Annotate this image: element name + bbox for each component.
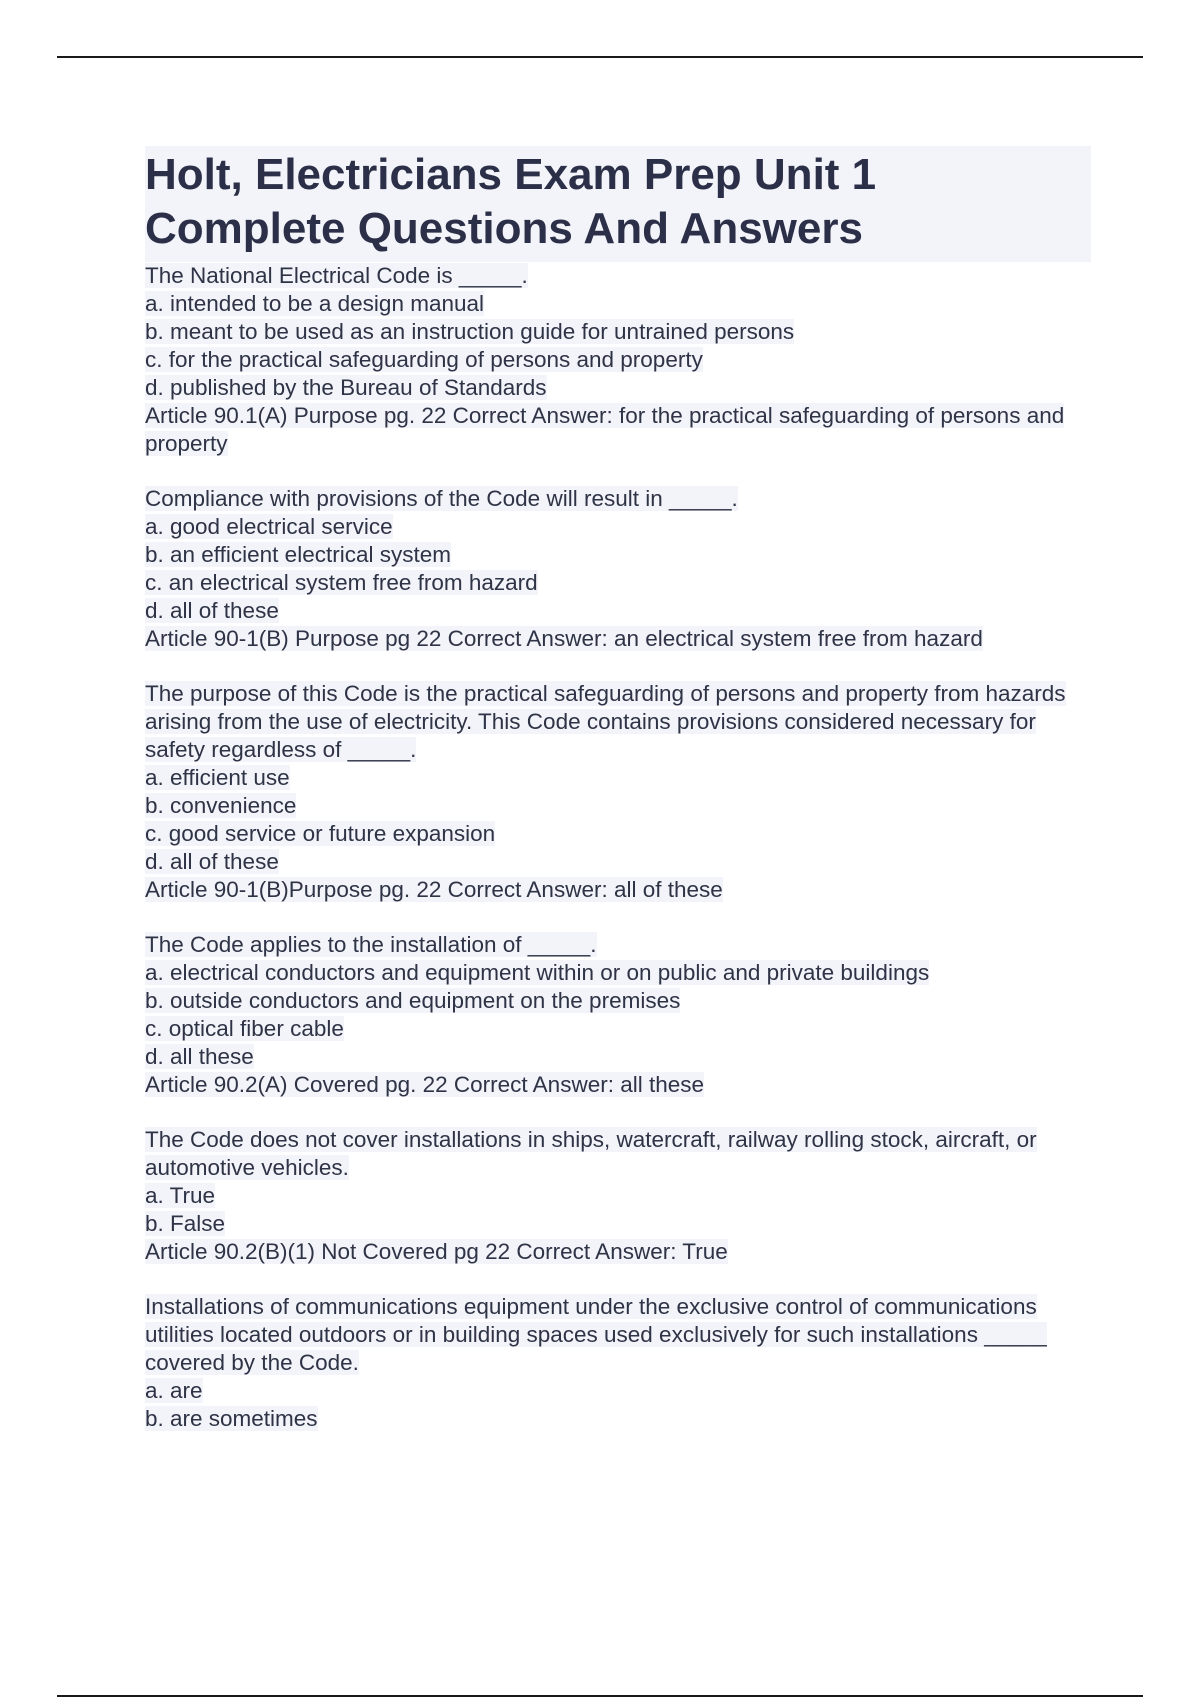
answer-option: b. False [145, 1211, 226, 1236]
answer-option: a. True [145, 1183, 216, 1208]
title-line: Complete Questions And Answers [145, 204, 863, 253]
question-text: The purpose of this Code is the practical safeguarding of persons and property from hazards arising from the use of electricity. This Code contains provisions considered necessary for safety regardless of _____. [145, 681, 1066, 762]
correct-answer: Article 90.1(A) Purpose pg. 22 Correct Answer: for the practical safeguarding of persons and property [145, 403, 1065, 456]
question-block [145, 931, 1091, 1099]
answer-option: c. good service or future expansion [145, 821, 496, 846]
question-text: The Code does not cover installations in ships, watercraft, railway rolling stock, aircraft, or automotive vehicles. [145, 1127, 1037, 1180]
question-block [145, 1293, 1091, 1433]
top-rule [57, 56, 1143, 58]
document-body [145, 146, 1091, 1460]
answer-option: d. all of these [145, 598, 279, 623]
answer-option: b. are sometimes [145, 1406, 318, 1431]
answer-option: d. all these [145, 1044, 254, 1069]
question-block [145, 1126, 1091, 1266]
question-text: The National Electrical Code is _____. [145, 263, 528, 288]
question-block [145, 262, 1091, 458]
answer-option: b. an efficient electrical system [145, 542, 451, 567]
correct-answer: Article 90.2(A) Covered pg. 22 Correct Answer: all these [145, 1072, 705, 1097]
bottom-rule [57, 1695, 1143, 1697]
answer-option: b. meant to be used as an instruction guide for untrained persons [145, 319, 795, 344]
answer-option: a. efficient use [145, 765, 290, 790]
answer-option: d. published by the Bureau of Standards [145, 375, 547, 400]
correct-answer: Article 90.2(B)(1) Not Covered pg 22 Correct Answer: True [145, 1239, 728, 1264]
answer-option: a. electrical conductors and equipment within or on public and private buildings [145, 960, 930, 985]
document-title [145, 146, 1091, 262]
answer-option: a. good electrical service [145, 514, 393, 539]
title-line: Holt, Electricians Exam Prep Unit 1 [145, 150, 877, 199]
correct-answer: Article 90-1(B) Purpose pg 22 Correct Answer: an electrical system free from hazard [145, 626, 983, 651]
answer-option: b. outside conductors and equipment on the premises [145, 988, 681, 1013]
question-text: Compliance with provisions of the Code will result in _____. [145, 486, 738, 511]
question-text: The Code applies to the installation of _____. [145, 932, 597, 957]
answer-option: d. all of these [145, 849, 279, 874]
question-block [145, 485, 1091, 653]
answer-option: c. optical fiber cable [145, 1016, 344, 1041]
question-text: Installations of communications equipment under the exclusive control of communications utilities located outdoors or in building spaces used exclusively for such installations _____ covered by the Code. [145, 1294, 1047, 1375]
question-block [145, 680, 1091, 904]
correct-answer: Article 90-1(B)Purpose pg. 22 Correct Answer: all of these [145, 877, 723, 902]
answer-option: c. an electrical system free from hazard [145, 570, 538, 595]
answer-option: b. convenience [145, 793, 297, 818]
answer-option: a. are [145, 1378, 203, 1403]
answer-option: a. intended to be a design manual [145, 291, 485, 316]
answer-option: c. for the practical safeguarding of persons and property [145, 347, 703, 372]
